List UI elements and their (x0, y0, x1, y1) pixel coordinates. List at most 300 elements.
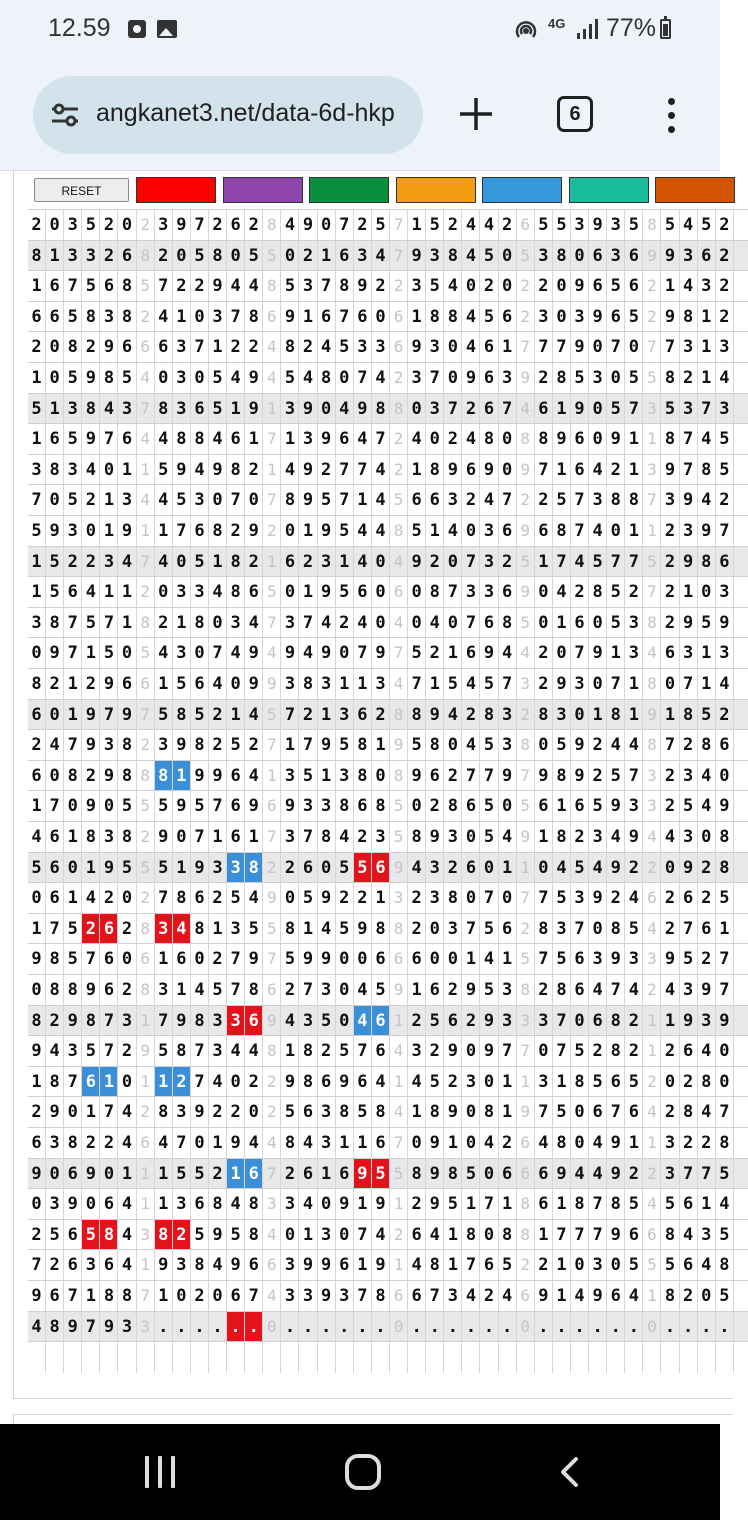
table-cell[interactable]: 8 (553, 761, 571, 792)
table-cell[interactable]: . (227, 1312, 245, 1343)
table-cell[interactable]: 3 (28, 608, 46, 639)
table-cell[interactable]: 5 (589, 547, 607, 578)
table-separator-cell[interactable]: 0 (390, 1312, 408, 1343)
table-cell[interactable] (209, 1342, 227, 1373)
table-cell[interactable]: 2 (535, 271, 553, 302)
table-cell[interactable]: 3 (571, 883, 589, 914)
table-separator-cell[interactable]: 8 (643, 608, 661, 639)
table-separator-cell[interactable]: 2 (263, 1067, 281, 1098)
table-cell[interactable]: 0 (119, 638, 137, 669)
table-cell[interactable]: 9 (571, 271, 589, 302)
table-cell[interactable]: 9 (426, 822, 444, 853)
table-cell[interactable]: 5 (716, 1281, 734, 1312)
table-cell[interactable]: 3 (300, 271, 318, 302)
table-cell[interactable]: 9 (191, 853, 209, 884)
table-separator-cell[interactable]: 2 (137, 302, 155, 333)
table-cell[interactable]: 5 (716, 1220, 734, 1251)
table-cell[interactable]: 6 (245, 1159, 263, 1190)
table-cell[interactable]: 5 (553, 730, 571, 761)
table-cell[interactable]: 1 (716, 914, 734, 945)
table-cell[interactable]: 1 (499, 332, 517, 363)
table-cell[interactable]: 5 (336, 914, 354, 945)
table-cell[interactable]: 4 (535, 1128, 553, 1159)
table-cell[interactable]: 1 (209, 822, 227, 853)
table-cell[interactable]: 6 (535, 1189, 553, 1220)
table-cell[interactable]: 5 (300, 761, 318, 792)
table-cell[interactable]: 0 (191, 302, 209, 333)
table-separator-cell[interactable]: 6 (263, 302, 281, 333)
table-cell[interactable]: 1 (553, 608, 571, 639)
table-cell[interactable]: 1 (155, 669, 173, 700)
table-cell[interactable]: 2 (535, 975, 553, 1006)
table-cell[interactable]: 1 (245, 822, 263, 853)
table-cell[interactable]: 9 (209, 271, 227, 302)
table-cell[interactable]: 2 (680, 1128, 698, 1159)
table-cell[interactable]: 8 (698, 455, 716, 486)
table-cell[interactable]: 5 (354, 1097, 372, 1128)
table-cell[interactable]: 9 (716, 608, 734, 639)
table-cell[interactable]: 5 (281, 271, 299, 302)
home-button[interactable] (345, 1454, 381, 1490)
table-separator-cell[interactable]: 9 (517, 363, 535, 394)
table-separator-cell[interactable]: 2 (517, 1250, 535, 1281)
table-cell[interactable]: 9 (318, 1281, 336, 1312)
table-cell[interactable]: 6 (46, 853, 64, 884)
table-cell[interactable]: 6 (336, 1159, 354, 1190)
table-cell[interactable]: 7 (535, 455, 553, 486)
table-cell[interactable]: 2 (716, 302, 734, 333)
table-separator-cell[interactable]: 8 (263, 271, 281, 302)
table-cell[interactable]: 4 (245, 1128, 263, 1159)
table-cell[interactable]: . (499, 1312, 517, 1343)
table-cell[interactable]: 5 (481, 822, 499, 853)
table-separator-cell[interactable]: 5 (390, 822, 408, 853)
table-cell[interactable]: 2 (662, 547, 680, 578)
table-cell[interactable]: 0 (408, 791, 426, 822)
table-cell[interactable]: 9 (300, 455, 318, 486)
table-separator-cell[interactable]: 1 (390, 1250, 408, 1281)
table-cell[interactable]: 9 (408, 332, 426, 363)
table-cell[interactable]: 6 (372, 1036, 390, 1067)
table-cell[interactable]: 5 (716, 883, 734, 914)
table-cell[interactable] (227, 1342, 245, 1373)
table-cell[interactable]: 1 (28, 271, 46, 302)
table-cell[interactable]: 1 (281, 424, 299, 455)
table-cell[interactable]: 1 (82, 1097, 100, 1128)
table-cell[interactable]: 2 (662, 516, 680, 547)
table-cell[interactable] (64, 1342, 82, 1373)
table-separator-cell[interactable]: 2 (643, 271, 661, 302)
table-cell[interactable]: 9 (64, 1006, 82, 1037)
table-cell[interactable]: 3 (535, 1006, 553, 1037)
table-cell[interactable]: 4 (698, 761, 716, 792)
table-cell[interactable]: 2 (462, 700, 480, 731)
table-cell[interactable]: 5 (716, 455, 734, 486)
table-cell[interactable]: 0 (444, 608, 462, 639)
table-cell[interactable] (263, 1342, 281, 1373)
table-cell[interactable]: 5 (607, 394, 625, 425)
table-cell[interactable] (173, 1342, 191, 1373)
table-cell[interactable]: 6 (354, 700, 372, 731)
table-cell[interactable]: 9 (589, 1281, 607, 1312)
table-cell[interactable]: 3 (625, 944, 643, 975)
table-cell[interactable]: 3 (408, 1036, 426, 1067)
table-cell[interactable]: 2 (46, 1006, 64, 1037)
table-cell[interactable]: 0 (209, 485, 227, 516)
table-cell[interactable]: 8 (82, 394, 100, 425)
table-cell[interactable]: 5 (191, 1220, 209, 1251)
table-separator-cell[interactable]: 3 (263, 1189, 281, 1220)
table-cell[interactable]: 0 (191, 944, 209, 975)
table-cell[interactable]: 0 (173, 822, 191, 853)
table-cell[interactable]: 5 (64, 363, 82, 394)
table-separator-cell[interactable]: 8 (390, 700, 408, 731)
table-cell[interactable]: 7 (481, 883, 499, 914)
table-cell[interactable]: 8 (607, 914, 625, 945)
table-cell[interactable]: 7 (336, 485, 354, 516)
table-cell[interactable]: 3 (426, 394, 444, 425)
table-cell[interactable]: 5 (481, 302, 499, 333)
table-cell[interactable]: 2 (209, 1097, 227, 1128)
table-cell[interactable]: 3 (589, 363, 607, 394)
table-cell[interactable]: 9 (82, 363, 100, 394)
table-cell[interactable]: 9 (245, 363, 263, 394)
table-cell[interactable]: 8 (716, 1250, 734, 1281)
table-cell[interactable]: 3 (680, 241, 698, 272)
table-separator-cell[interactable]: 4 (517, 638, 535, 669)
table-cell[interactable]: 6 (462, 853, 480, 884)
table-cell[interactable]: 3 (571, 669, 589, 700)
color-swatch[interactable] (655, 177, 735, 203)
table-cell[interactable]: 8 (426, 1250, 444, 1281)
table-cell[interactable]: 7 (300, 730, 318, 761)
table-cell[interactable]: 2 (318, 1036, 336, 1067)
table-cell[interactable]: 2 (28, 210, 46, 241)
table-cell[interactable]: 4 (46, 1036, 64, 1067)
table-cell[interactable]: 4 (372, 363, 390, 394)
table-cell[interactable]: 2 (173, 271, 191, 302)
table-cell[interactable]: 5 (82, 1220, 100, 1251)
table-cell[interactable]: 2 (662, 1097, 680, 1128)
table-cell[interactable]: 2 (372, 271, 390, 302)
table-cell[interactable]: 2 (100, 883, 118, 914)
table-cell[interactable]: 3 (318, 547, 336, 578)
table-cell[interactable]: 5 (191, 791, 209, 822)
url-text[interactable]: angkanet3.net/data-6d-hkp (96, 99, 395, 127)
table-cell[interactable]: 6 (662, 638, 680, 669)
table-cell[interactable]: 9 (481, 1006, 499, 1037)
table-separator-cell[interactable]: 5 (643, 1250, 661, 1281)
table-separator-cell[interactable]: 5 (517, 944, 535, 975)
table-cell[interactable]: 6 (46, 424, 64, 455)
table-cell[interactable]: 5 (625, 914, 643, 945)
table-cell[interactable]: 1 (625, 424, 643, 455)
table-separator-cell[interactable]: 5 (137, 271, 155, 302)
table-cell[interactable]: 7 (444, 394, 462, 425)
color-swatch[interactable] (482, 177, 562, 203)
table-cell[interactable]: 2 (300, 332, 318, 363)
table-cell[interactable] (408, 1342, 426, 1373)
table-cell[interactable]: 4 (209, 1250, 227, 1281)
table-cell[interactable]: 4 (571, 547, 589, 578)
table-cell[interactable]: 7 (191, 1036, 209, 1067)
table-cell[interactable]: 1 (227, 1159, 245, 1190)
table-cell[interactable]: 5 (408, 516, 426, 547)
table-separator-cell[interactable]: 8 (137, 914, 155, 945)
table-cell[interactable]: 7 (300, 975, 318, 1006)
tab-switcher-button[interactable]: 6 (557, 96, 593, 132)
table-cell[interactable]: 9 (209, 1220, 227, 1251)
table-cell[interactable]: 1 (28, 363, 46, 394)
table-separator-cell[interactable]: 6 (517, 1159, 535, 1190)
table-cell[interactable]: 9 (662, 241, 680, 272)
table-cell[interactable]: 7 (300, 822, 318, 853)
table-cell[interactable]: 4 (119, 1220, 137, 1251)
table-cell[interactable]: 0 (173, 1281, 191, 1312)
table-separator-cell[interactable]: 1 (137, 1250, 155, 1281)
table-separator-cell[interactable]: 4 (390, 669, 408, 700)
table-cell[interactable]: 0 (318, 853, 336, 884)
table-cell[interactable]: 0 (589, 424, 607, 455)
table-separator-cell[interactable]: 2 (643, 1067, 661, 1098)
table-cell[interactable]: 8 (28, 1006, 46, 1037)
table-cell[interactable]: 8 (607, 700, 625, 731)
table-cell[interactable]: 4 (100, 394, 118, 425)
table-cell[interactable]: 3 (716, 577, 734, 608)
table-cell[interactable]: 2 (535, 1250, 553, 1281)
table-cell[interactable]: 4 (354, 608, 372, 639)
table-cell[interactable]: 5 (625, 302, 643, 333)
table-cell[interactable]: 1 (444, 1250, 462, 1281)
table-cell[interactable]: 3 (716, 394, 734, 425)
table-cell[interactable]: 7 (336, 210, 354, 241)
table-cell[interactable]: 9 (318, 883, 336, 914)
table-cell[interactable]: 4 (462, 210, 480, 241)
table-cell[interactable]: 5 (191, 1159, 209, 1190)
table-separator-cell[interactable]: 6 (643, 1220, 661, 1251)
table-cell[interactable]: 4 (28, 822, 46, 853)
table-cell[interactable]: 3 (155, 210, 173, 241)
table-cell[interactable]: 9 (28, 1036, 46, 1067)
table-cell[interactable]: 6 (245, 1250, 263, 1281)
table-separator-cell[interactable]: 6 (263, 975, 281, 1006)
table-separator-cell[interactable]: 8 (390, 914, 408, 945)
table-separator-cell[interactable]: 2 (390, 271, 408, 302)
table-cell[interactable]: 3 (227, 608, 245, 639)
table-cell[interactable]: 3 (64, 1036, 82, 1067)
table-cell[interactable]: 8 (281, 485, 299, 516)
table-cell[interactable]: 9 (607, 1159, 625, 1190)
table-cell[interactable]: 8 (426, 1097, 444, 1128)
table-cell[interactable]: 4 (462, 730, 480, 761)
table-cell[interactable]: 5 (553, 1097, 571, 1128)
table-cell[interactable]: 0 (119, 210, 137, 241)
table-cell[interactable]: 0 (462, 1036, 480, 1067)
table-cell[interactable]: 4 (119, 547, 137, 578)
table-cell[interactable]: 0 (64, 1097, 82, 1128)
table-cell[interactable]: 2 (82, 914, 100, 945)
table-cell[interactable]: 8 (173, 424, 191, 455)
table-cell[interactable]: 0 (372, 761, 390, 792)
table-cell[interactable]: 5 (662, 210, 680, 241)
table-separator-cell[interactable]: 9 (517, 577, 535, 608)
table-cell[interactable]: 2 (535, 669, 553, 700)
table-cell[interactable]: 6 (571, 608, 589, 639)
table-cell[interactable]: 6 (408, 1281, 426, 1312)
table-cell[interactable]: 2 (209, 1159, 227, 1190)
table-cell[interactable]: 1 (499, 853, 517, 884)
table-cell[interactable]: 6 (82, 1067, 100, 1098)
table-cell[interactable]: 8 (245, 975, 263, 1006)
table-separator-cell[interactable]: 7 (137, 547, 155, 578)
table-cell[interactable]: 3 (426, 332, 444, 363)
table-cell[interactable]: 3 (535, 1067, 553, 1098)
table-cell[interactable]: 4 (607, 822, 625, 853)
table-cell[interactable]: 5 (625, 1189, 643, 1220)
table-cell[interactable]: 2 (372, 700, 390, 731)
table-cell[interactable]: 9 (300, 1250, 318, 1281)
table-cell[interactable]: 2 (499, 210, 517, 241)
table-cell[interactable]: . (571, 1312, 589, 1343)
table-cell[interactable]: 4 (300, 363, 318, 394)
table-cell[interactable] (426, 1342, 444, 1373)
new-tab-button[interactable] (454, 92, 498, 136)
table-cell[interactable] (119, 1342, 137, 1373)
table-cell[interactable]: 0 (173, 241, 191, 272)
table-cell[interactable]: 5 (155, 700, 173, 731)
table-cell[interactable]: 3 (119, 394, 137, 425)
table-cell[interactable]: 7 (462, 608, 480, 639)
table-cell[interactable]: 1 (462, 944, 480, 975)
table-cell[interactable]: 6 (300, 1097, 318, 1128)
table-cell[interactable]: 6 (227, 1281, 245, 1312)
reset-button[interactable]: RESET (34, 178, 129, 202)
table-cell[interactable]: 3 (698, 1220, 716, 1251)
table-cell[interactable]: 1 (281, 1036, 299, 1067)
table-cell[interactable]: 6 (119, 241, 137, 272)
table-cell[interactable]: 3 (499, 700, 517, 731)
table-cell[interactable]: 6 (372, 944, 390, 975)
table-cell[interactable]: 9 (318, 516, 336, 547)
table-cell[interactable]: 2 (716, 485, 734, 516)
table-cell[interactable]: 6 (535, 1159, 553, 1190)
table-separator-cell[interactable]: 8 (517, 1220, 535, 1251)
table-cell[interactable]: 9 (535, 761, 553, 792)
table-cell[interactable]: 5 (462, 1159, 480, 1190)
table-cell[interactable]: 3 (354, 332, 372, 363)
table-cell[interactable]: 8 (589, 577, 607, 608)
table-cell[interactable]: 5 (481, 914, 499, 945)
table-cell[interactable]: 8 (444, 302, 462, 333)
table-cell[interactable]: 8 (354, 761, 372, 792)
table-cell[interactable]: 8 (553, 822, 571, 853)
table-cell[interactable]: 3 (372, 669, 390, 700)
table-cell[interactable]: 1 (625, 455, 643, 486)
table-cell[interactable]: 5 (607, 577, 625, 608)
table-cell[interactable]: 6 (372, 1128, 390, 1159)
table-cell[interactable]: 6 (481, 1250, 499, 1281)
table-cell[interactable] (100, 1342, 118, 1373)
table-separator-cell[interactable]: 4 (137, 485, 155, 516)
table-cell[interactable]: 8 (553, 241, 571, 272)
table-separator-cell[interactable]: 2 (643, 302, 661, 333)
table-separator-cell[interactable]: 2 (517, 485, 535, 516)
table-cell[interactable]: 9 (680, 485, 698, 516)
table-cell[interactable]: 3 (481, 577, 499, 608)
table-cell[interactable]: 7 (698, 1159, 716, 1190)
table-separator-cell[interactable]: 8 (390, 761, 408, 792)
table-cell[interactable]: 0 (245, 485, 263, 516)
table-cell[interactable]: 4 (155, 302, 173, 333)
table-cell[interactable]: 7 (607, 1097, 625, 1128)
table-cell[interactable]: 4 (372, 455, 390, 486)
table-separator-cell[interactable]: 2 (643, 1159, 661, 1190)
table-cell[interactable]: 9 (100, 332, 118, 363)
table-cell[interactable]: 7 (354, 455, 372, 486)
table-separator-cell[interactable]: 6 (137, 669, 155, 700)
table-cell[interactable] (82, 1342, 100, 1373)
table-cell[interactable]: 7 (662, 730, 680, 761)
table-cell[interactable]: 5 (481, 975, 499, 1006)
table-cell[interactable]: 6 (625, 271, 643, 302)
table-cell[interactable]: 4 (625, 975, 643, 1006)
table-cell[interactable]: 7 (227, 485, 245, 516)
table-cell[interactable]: 7 (535, 1097, 553, 1128)
table-separator-cell[interactable]: 9 (517, 516, 535, 547)
table-cell[interactable]: 4 (462, 424, 480, 455)
table-cell[interactable]: 9 (571, 761, 589, 792)
table-cell[interactable]: 3 (64, 394, 82, 425)
table-cell[interactable]: 5 (82, 608, 100, 639)
table-cell[interactable]: 0 (372, 577, 390, 608)
table-cell[interactable]: 6 (46, 822, 64, 853)
table-cell[interactable]: 4 (444, 700, 462, 731)
table-cell[interactable]: 1 (553, 394, 571, 425)
color-swatch[interactable] (136, 177, 216, 203)
table-separator-cell[interactable]: 7 (390, 210, 408, 241)
table-cell[interactable]: . (281, 1312, 299, 1343)
table-cell[interactable]: 9 (372, 638, 390, 669)
table-cell[interactable]: 7 (553, 547, 571, 578)
table-separator-cell[interactable]: 8 (643, 669, 661, 700)
table-cell[interactable]: 3 (680, 638, 698, 669)
table-cell[interactable]: 1 (209, 547, 227, 578)
table-cell[interactable]: 2 (607, 455, 625, 486)
table-separator-cell[interactable]: 2 (390, 363, 408, 394)
table-cell[interactable]: . (155, 1312, 173, 1343)
table-cell[interactable]: 4 (155, 424, 173, 455)
table-cell[interactable]: 2 (680, 1281, 698, 1312)
table-cell[interactable]: 6 (46, 271, 64, 302)
table-cell[interactable]: 8 (191, 608, 209, 639)
table-cell[interactable]: 0 (336, 975, 354, 1006)
table-cell[interactable]: 7 (46, 914, 64, 945)
table-cell[interactable]: 4 (209, 424, 227, 455)
table-cell[interactable]: 3 (82, 1250, 100, 1281)
table-cell[interactable]: 3 (173, 1097, 191, 1128)
table-cell[interactable]: 5 (553, 210, 571, 241)
table-cell[interactable]: 8 (716, 822, 734, 853)
table-cell[interactable]: 0 (100, 1159, 118, 1190)
table-cell[interactable]: 3 (155, 730, 173, 761)
table-cell[interactable]: 4 (354, 547, 372, 578)
table-cell[interactable]: 1 (209, 1128, 227, 1159)
table-cell[interactable]: 9 (173, 1006, 191, 1037)
table-cell[interactable]: 7 (209, 791, 227, 822)
table-cell[interactable]: 0 (28, 638, 46, 669)
table-cell[interactable]: 4 (553, 853, 571, 884)
table-cell[interactable]: 1 (336, 1128, 354, 1159)
